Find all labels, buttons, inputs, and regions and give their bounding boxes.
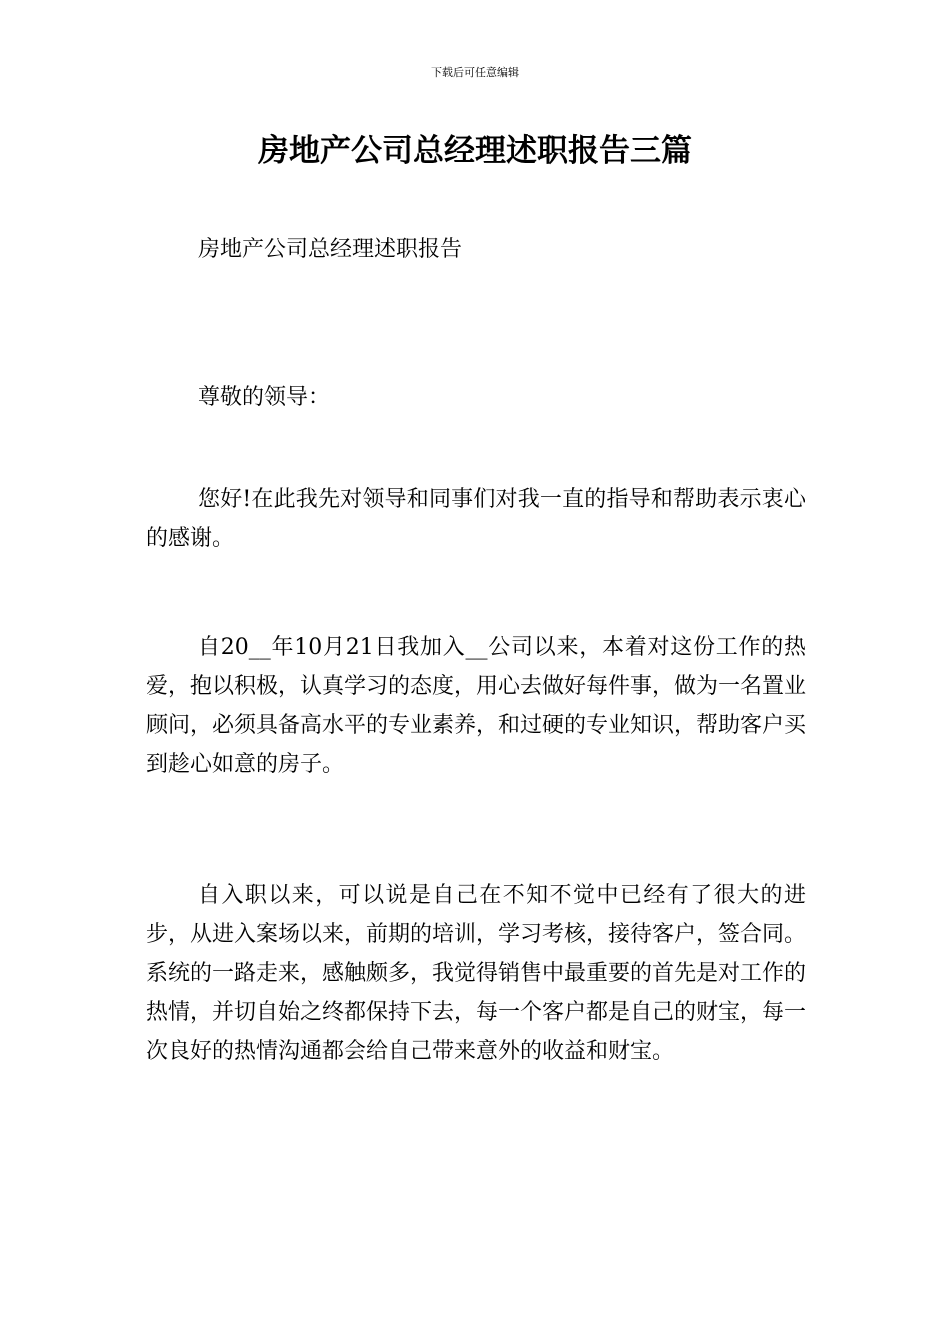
paragraph-greeting: 您好!在此我先对领导和同事们对我一直的指导和帮助表示衷心的感谢。 [146,487,806,551]
salutation: 尊敬的领导： [198,385,331,410]
paragraph-progress: 自入职以来，可以说是自己在不知不觉中已经有了很大的进步，从进入案场以来，前期的培训，学习考核，接待客户，签合同。系统的一路走来，感触颇多，我觉得销售中最重要的首先是对工作的热情，并切自始之终都保持下去，每一个客户都是自己的财宝，每一次良好的热情沟通都会给自己带来意外的收益和财宝。 [146,883,807,1064]
document-subtitle: 房地产公司总经理述职报告 [198,237,463,262]
header-note: 下载后可任意编辑 [431,66,519,79]
document-title: 房地产公司总经理述职报告三篇 [258,133,692,169]
paragraph-joining: 自20__年10月21日我加入__公司以来，本着对这份工作的热爱，抱以积极，认真学习的态度，用心去做好每件事，做为一名置业顾问，必须具备高水平的专业素养，和过硬的专业知识，帮助客户买到趁心如意的房子。 [146,635,807,777]
